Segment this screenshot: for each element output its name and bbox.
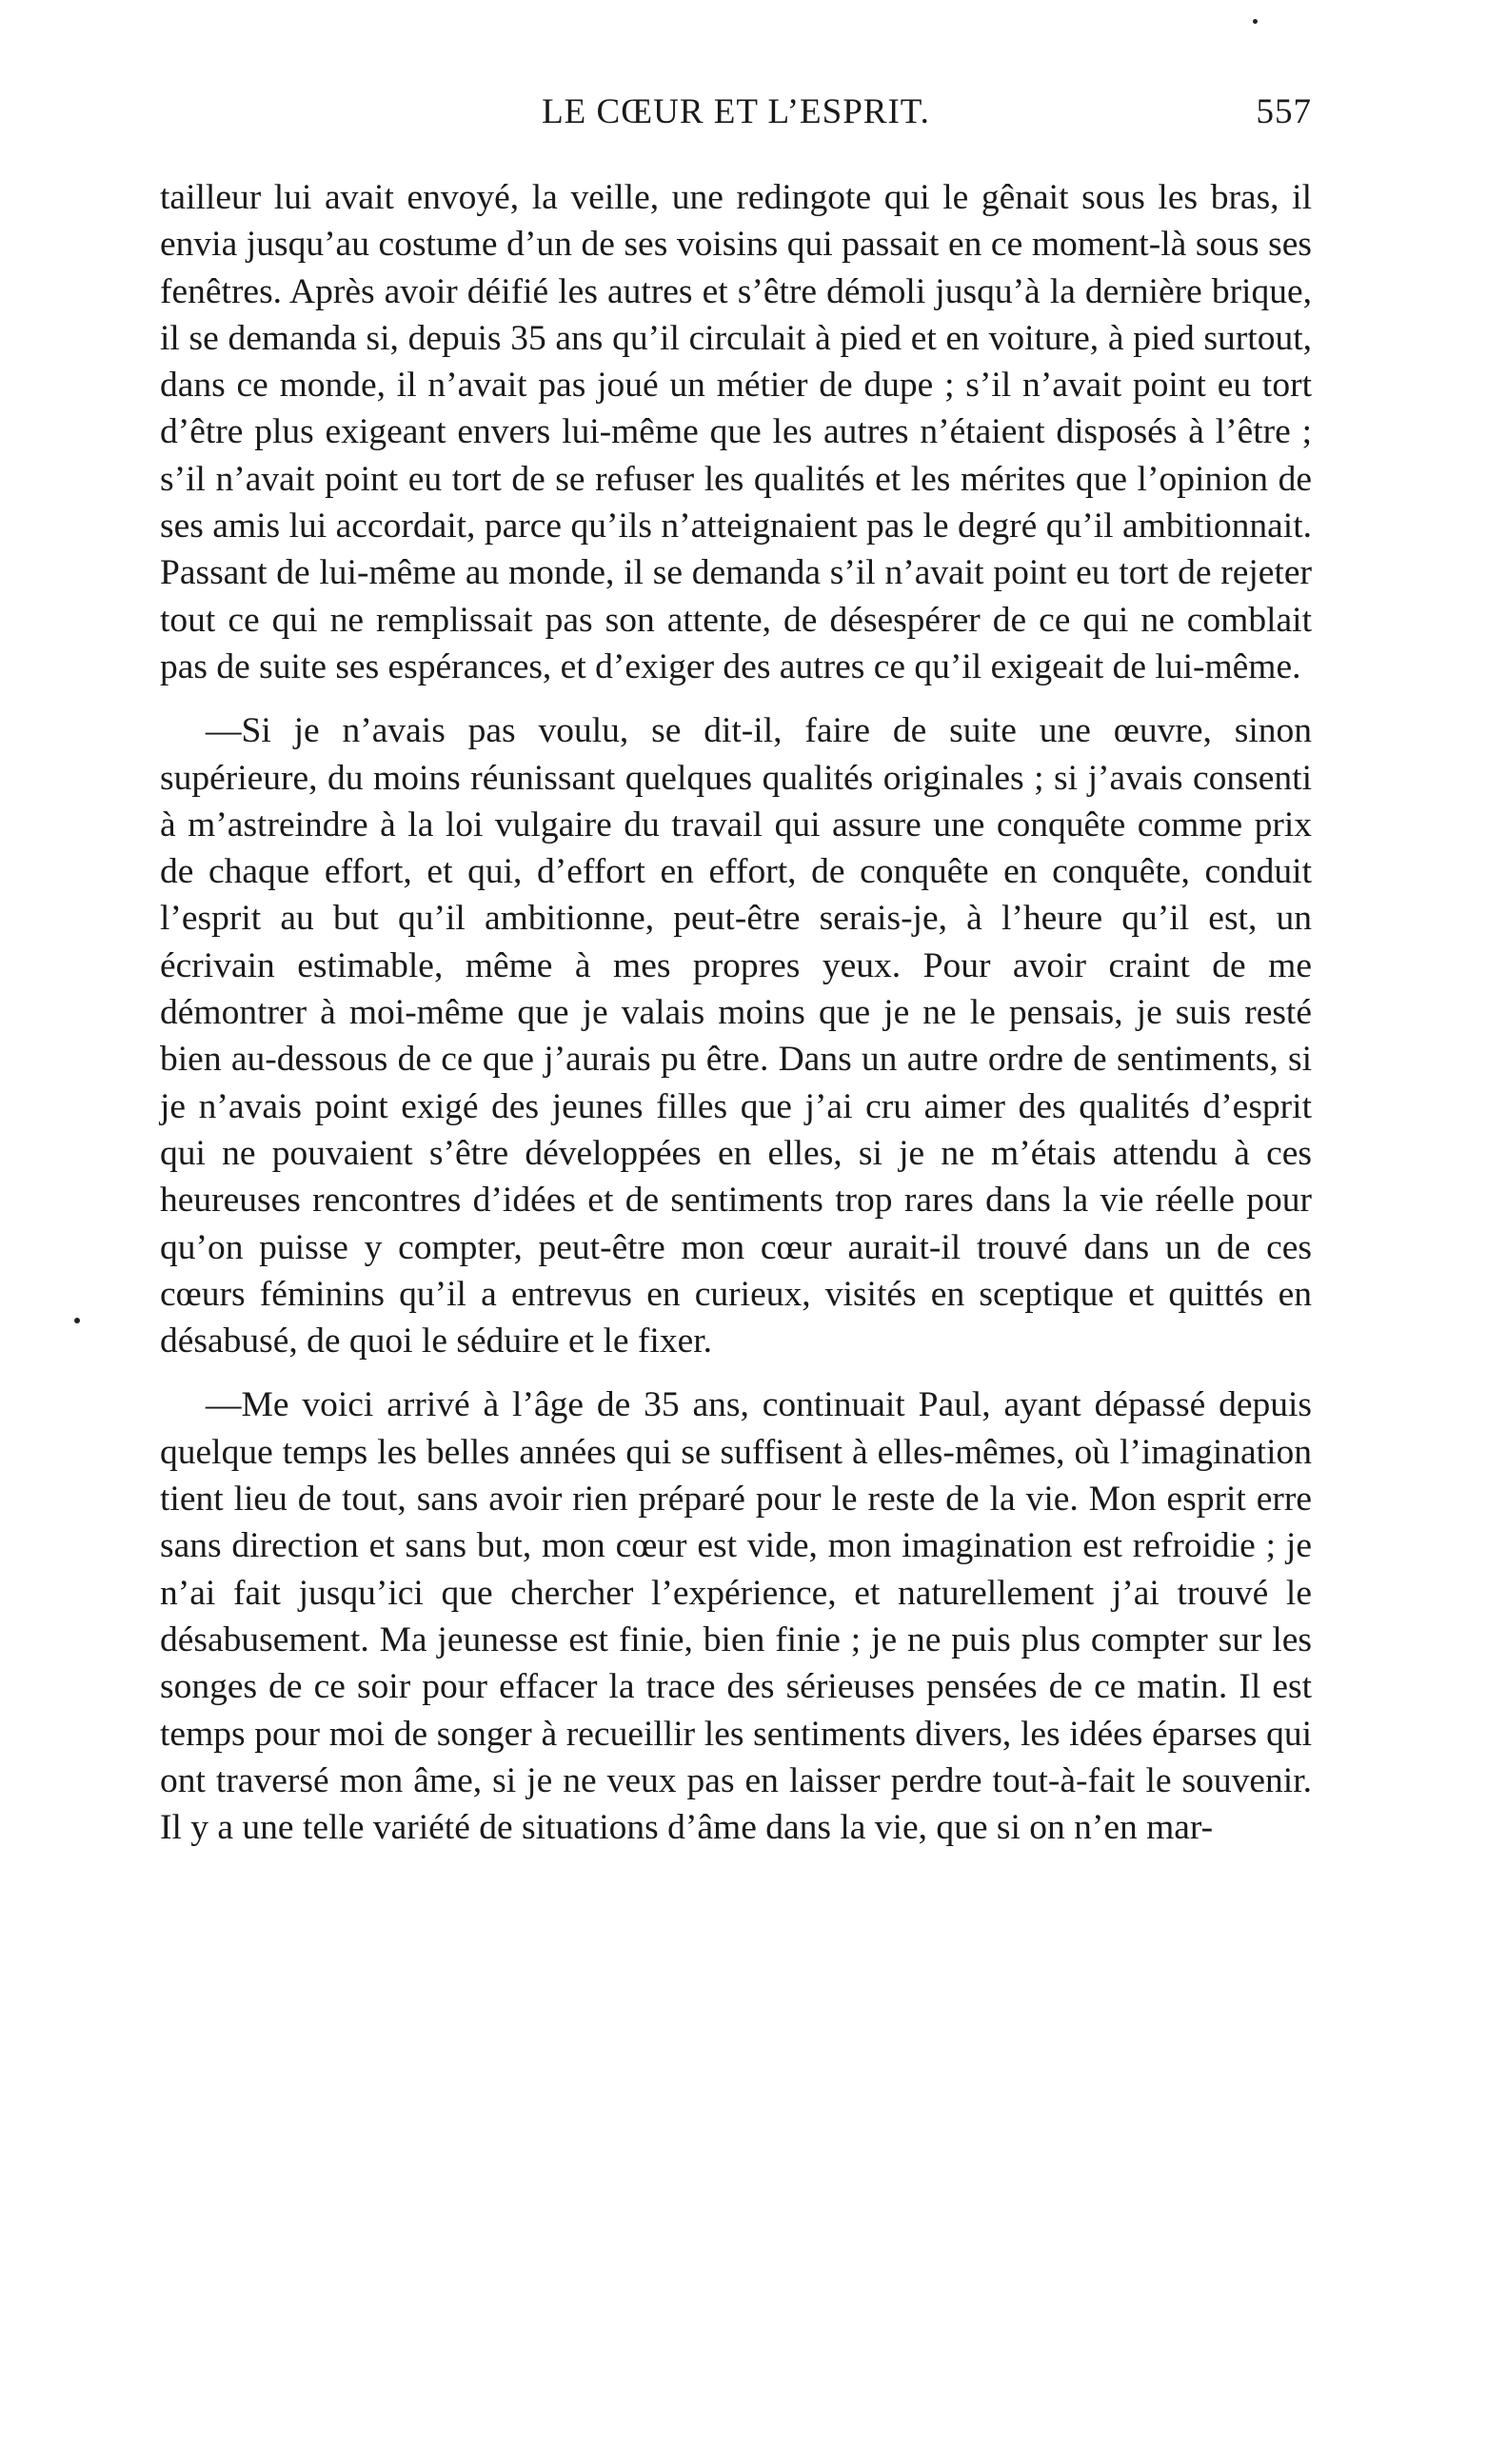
margin-speck <box>1253 19 1258 24</box>
page-number: 557 <box>1256 92 1312 131</box>
paragraph-dialogue-1: —Si je n’avais pas voulu, se dit-il, faire de suite une œuvre, sinon supérieure, du moins réunissant quelques qualités originales ; si j’avais consenti à m’astreindre à la loi vulgaire du travail qui assure une conquête comme prix de chaque effort, et qui, d’effort en effort, de conquête en conquête, conduit l’esprit au but qu’il ambitionne, peut-être serais-je, à l’heure qu’il est, un écrivain estimable, même à mes propres yeux. Pour avoir craint de me démontrer à moi-même que je valais moins que je ne le pensais, je suis resté bien au-dessous de ce que j’aurais pu être. Dans un autre ordre de sentiments, si je n’avais point exigé des jeunes filles que j’ai cru aimer des qualités d’esprit qui ne pouvaient s’être développées en elles, si je ne m’étais attendu à ces heureuses rencontres d’idées et de sentiments trop rares dans la vie réelle pour qu’on puisse y compter, peut-être mon cœur aurait-il trouvé dans un de ces cœurs féminins qu’il a entrevus en curieux, visités en sceptique et quittés en désabusé, de quoi le séduire et le fixer. <box>160 711 1312 1361</box>
paragraph-continuation: tailleur lui avait envoyé, la veille, une redingote qui le gênait sous les bras, il envia jusqu’au costume d’un de ses voisins qui passait en ce moment-là sous ses fenêtres. Après avoir déifié les autres et s’être démoli jusqu’à la dernière brique, il se demanda si, depuis 35 ans qu’il circulait à pied et en voiture, à pied surtout, dans ce monde, il n’avait pas joué un métier de dupe ; s’il n’avait point eu tort d’être plus exigeant envers lui-même que les autres n’étaient disposés à l’être ; s’il n’avait point eu tort de se refuser les qualités et les mérites que l’opinion de ses amis lui accordait, parce qu’ils n’atteignaient pas le degré qu’il ambitionnait. Passant de lui-même au monde, il se demanda s’il n’avait point eu tort de rejeter tout ce qui ne remplissait pas son attente, de désespérer de ce qui ne comblait pas de suite ses espérances, et d’exiger des autres ce qu’il exigeait de lui-même. <box>160 178 1312 686</box>
paragraph-dialogue-2: —Me voici arrivé à l’âge de 35 ans, continuait Paul, ayant dépassé depuis quelque temps les belles années qui se suffisent à elles-mêmes, où l’imagination tient lieu de tout, sans avoir rien préparé pour le reste de la vie. Mon esprit erre sans direction et sans but, mon cœur est vide, mon imagination est refroidie ; je n’ai fait jusqu’ici que chercher l’expérience, et naturellement j’ai trouvé le désabusement. Ma jeunesse est finie, bien finie ; je ne puis plus compter sur les songes de ce soir pour effacer la trace des sérieuses pensées de ce matin. Il est temps pour moi de songer à recueillir les sentiments divers, les idées éparses qui ont traversé mon âme, si je ne veux pas en laisser perdre tout-à-fait le souvenir. Il y a une telle variété de situations d’âme dans la vie, que si on n’en mar- <box>160 1385 1312 1848</box>
body-text <box>160 174 1312 1851</box>
running-head <box>160 91 1312 149</box>
margin-speck <box>74 1318 80 1323</box>
running-title: LE CŒUR ET L’ESPRIT. <box>542 92 930 131</box>
